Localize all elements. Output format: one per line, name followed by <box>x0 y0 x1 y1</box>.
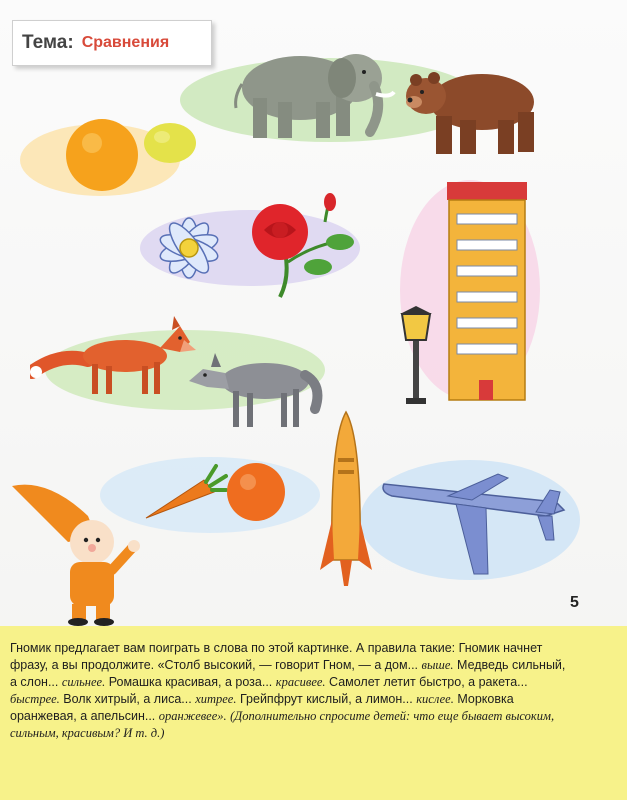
gnome-illustration <box>8 476 148 626</box>
instruction-panel <box>0 626 627 800</box>
instruction-text <box>10 640 570 742</box>
instruction-phrase-2: Медведь сильный, а слон... <box>10 658 566 689</box>
fox-illustration <box>30 312 200 402</box>
answer-3: красивее. <box>275 675 326 689</box>
topic-value: Сравнения <box>81 34 170 51</box>
street-lamp-illustration <box>396 306 436 406</box>
instruction-phrase-5: Волк хитрый, а лиса... <box>63 692 192 706</box>
rocket-illustration <box>318 410 374 588</box>
instruction-phrase-6: Грейпфрут кислый, а лимон... <box>239 692 413 706</box>
elephant-illustration <box>228 36 398 146</box>
answer-2: сильнее. <box>61 675 106 689</box>
chamomile-illustration <box>143 212 235 284</box>
orange-illustration <box>224 460 288 524</box>
page-number: 5 <box>570 594 579 611</box>
airplane-illustration <box>378 470 570 580</box>
teacher-note: (Дополнительно спросите детей: что еще бывает высоким, сильным, красивым? И т. д.) <box>10 709 555 740</box>
tower-building-illustration <box>445 182 529 402</box>
answer-4: быстрее. <box>10 692 60 706</box>
instruction-phrase-7: Морковка оранжевая, а апельсин... <box>10 692 514 723</box>
answer-6: кислее. <box>416 692 454 706</box>
instruction-phrase-4: Самолет летит быстро, а ракета... <box>329 675 528 689</box>
answer-1: выше. <box>421 658 454 672</box>
rose-illustration <box>240 192 360 302</box>
carrot-illustration <box>142 462 228 522</box>
bear-illustration <box>402 62 542 162</box>
instruction-phrase-3: Ромашка красивая, а роза... <box>108 675 273 689</box>
wolf-illustration <box>185 345 325 435</box>
instruction-intro: Гномик предлагает вам поиграть в слова по этой картинке. А правила такие: Гномик начнет фразу, а вы продолжите. «Столб высокий, — говорит Гном, — а дом... <box>10 641 543 672</box>
topic-label: Тема: <box>22 32 74 53</box>
answer-5: хитрее. <box>195 692 237 706</box>
orange-and-lemon-illustration <box>62 115 202 195</box>
answer-7: оранжевее». <box>158 709 227 723</box>
